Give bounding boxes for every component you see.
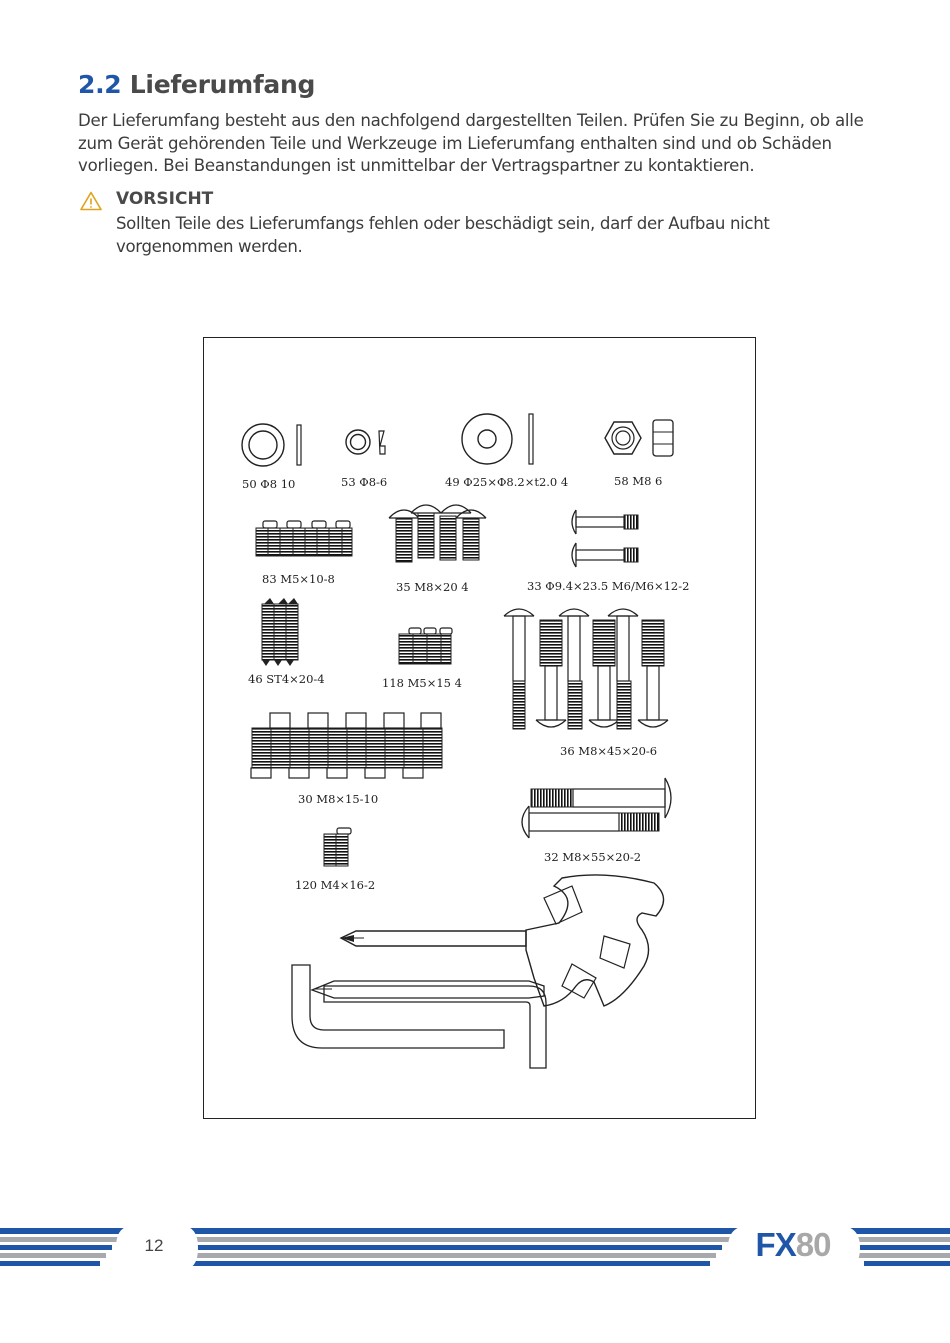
screws-120-drawing <box>324 828 351 866</box>
intro-paragraph: Der Lieferumfang besteht aus den nachfolgend dargestellten Teilen. Prüfen Sie zu Beginn, ob alle zum Gerät gehörenden Teile und Werkzeuge im Lieferumfang enthalten sind und ob Schäden vorliegen. Bei Beanstandungen ist unmittelbar der Vertragspartner zu kontaktieren. <box>78 111 864 175</box>
brand-prefix: FX <box>755 1226 796 1263</box>
parts-diagram <box>203 337 756 1119</box>
label-part-58: 58 M8 6 <box>614 474 663 488</box>
parts-drawing <box>204 338 757 1120</box>
section-title <box>78 70 315 99</box>
screws-46-drawing <box>262 598 298 666</box>
caution-title: VORSICHT <box>116 189 214 209</box>
section-number: 2.2 <box>78 70 122 99</box>
bolts-30-drawing <box>251 713 442 778</box>
page-number: 12 <box>144 1236 164 1255</box>
nut-58-drawing <box>605 420 673 456</box>
label-part-33: 33 Φ9.4×23.5 M6/M6×12-2 <box>527 579 690 593</box>
label-part-120: 120 M4×16-2 <box>295 878 376 892</box>
brand-logo <box>738 1226 848 1264</box>
caution-text: Sollten Teile des Lieferumfangs fehlen oder beschädigt sein, darf der Aufbau nicht vorgenommen werden. <box>116 214 770 256</box>
label-part-35: 35 M8×20 4 <box>396 580 469 594</box>
washer-50-drawing <box>242 424 301 466</box>
section-title-text: Lieferumfang <box>129 70 316 99</box>
label-part-32: 32 M8×55×20-2 <box>544 850 642 864</box>
label-part-50: 50 Φ8 10 <box>242 477 296 491</box>
screws-118-drawing <box>399 628 452 664</box>
label-part-36: 36 M8×45×20-6 <box>560 744 658 758</box>
screws-83-drawing <box>256 521 352 556</box>
label-part-53: 53 Φ8-6 <box>341 475 388 489</box>
barrel-nuts-33-drawing <box>572 510 638 567</box>
bolts-36-drawing <box>504 609 668 729</box>
label-part-30: 30 M8×15-10 <box>298 792 379 806</box>
washer-49-drawing <box>462 414 533 464</box>
bolts-32-drawing <box>522 778 671 838</box>
spring-washer-53-drawing <box>346 430 385 454</box>
label-part-83: 83 M5×10-8 <box>262 572 335 586</box>
hex-key-drawing <box>292 965 546 1068</box>
label-part-49: 49 Φ25×Φ8.2×t2.0 4 <box>445 475 569 489</box>
warning-triangle-icon <box>80 191 102 211</box>
label-part-46: 46 ST4×20-4 <box>248 672 325 686</box>
brand-model: 80 <box>795 1226 831 1263</box>
label-part-118: 118 M5×15 4 <box>382 676 462 690</box>
bolts-35-drawing <box>389 505 486 562</box>
